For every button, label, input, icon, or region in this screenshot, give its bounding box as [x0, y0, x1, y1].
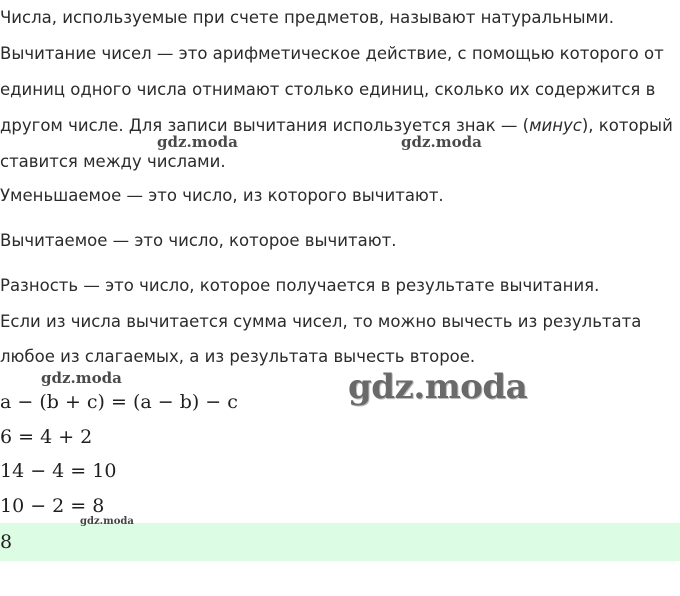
paragraph-sum-rule-line-2: любое из слагаемых, а из результата вычесть второе.: [0, 347, 476, 366]
watermark-tiny: gdz.moda: [80, 516, 134, 527]
paragraph-subtraction-line-4: ставится между числами.: [0, 152, 226, 171]
subtraction-line-3-end: ), который: [581, 116, 673, 135]
formula-step-2: 10 − 2 = 8: [0, 495, 105, 517]
watermark-3: gdz.moda: [41, 369, 122, 387]
paragraph-natural-numbers: Числа, используемые при счете предметов, называют натуральными.: [0, 8, 614, 27]
subtraction-line-3-start: другом числе. Для записи вычитания используется знак — (: [0, 116, 530, 135]
paragraph-difference: Разность — это число, которое получается в результате вычитания.: [0, 276, 600, 295]
paragraph-sum-rule-line-1: Если из числа вычитается сумма чисел, то можно вычесть из результата: [0, 312, 642, 331]
formula-sum-rule: a − (b + c) = (a − b) − c: [0, 391, 238, 413]
paragraph-subtraction-line-2: единиц одного числа отнимают столько единиц, сколько их содержится в: [0, 80, 656, 99]
answer-bar: [0, 523, 680, 561]
formula-step-1: 14 − 4 = 10: [0, 460, 117, 482]
paragraph-minuend: Уменьшаемое — это число, из которого вычитают.: [0, 186, 444, 205]
minus-term: минус: [529, 116, 582, 135]
watermark-1: gdz.moda: [157, 133, 238, 151]
paragraph-subtraction-line-3: [0, 116, 673, 136]
watermark-2: gdz.moda: [401, 133, 482, 151]
formula-decomposition: 6 = 4 + 2: [0, 426, 93, 448]
paragraph-subtraction-line-1: Вычитание чисел — это арифметическое действие, с помощью которого от: [0, 44, 664, 63]
paragraph-subtrahend: Вычитаемое — это число, которое вычитают.: [0, 231, 397, 250]
answer-value: 8: [0, 531, 13, 553]
watermark-large: gdz.moda: [348, 367, 528, 407]
